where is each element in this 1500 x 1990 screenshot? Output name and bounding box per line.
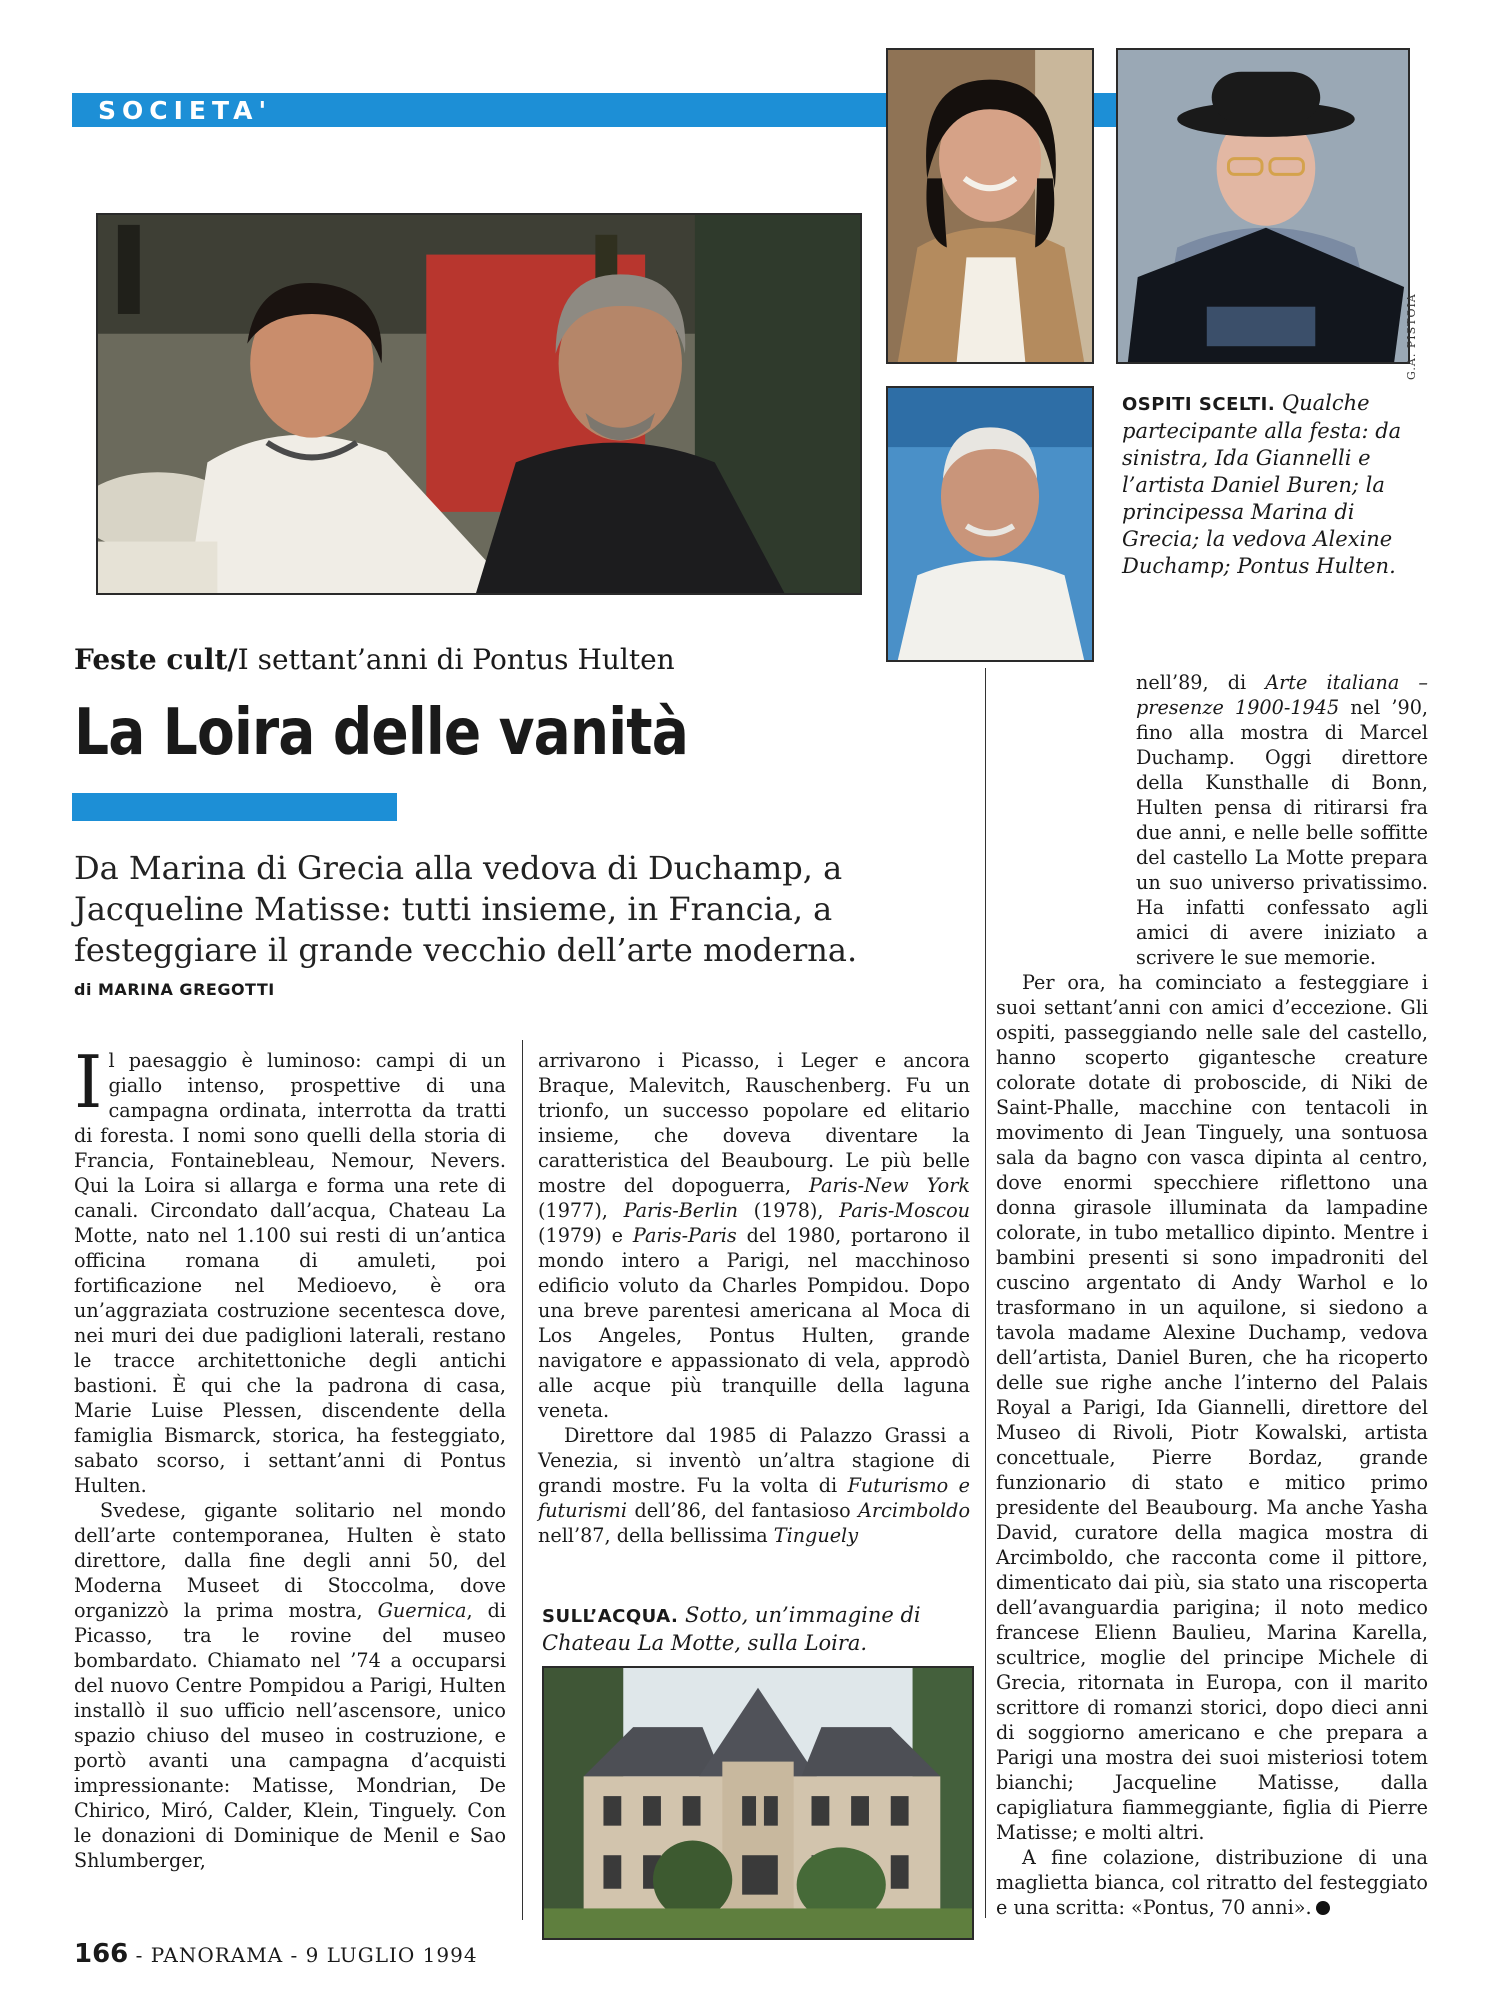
paragraph-text: , di Picasso, tra le rovine del museo bombardato. Chiamato nel ’74 a occuparsi del nuovo Centre Pompidou a Parigi, Hulten installò il suo ufficio nell’ascensore, unico spazio chiuso del museo in costruzione, e portò avanti una campagna d’acquisti impressionante: Matisse, Mondrian, De Chirico, Miró, Calder, Klein, Tinguely. Con le donazioni di Dominique de Menil e Sao Shlumberger, xyxy=(74,1599,506,1872)
column-rule-2 xyxy=(985,668,986,1918)
caption-castle-lead: SULL’ACQUA. xyxy=(542,1606,679,1627)
column-rule-1 xyxy=(522,1040,523,1920)
headline-title: La Loira delle vanità xyxy=(74,696,688,770)
paragraph-text: nell’89, di xyxy=(1136,671,1266,694)
photo-pontus-hulten xyxy=(886,386,1094,662)
paragraph-text: (1977), xyxy=(538,1199,624,1222)
drop-cap: I xyxy=(74,1040,103,1124)
footer-text: - PANORAMA - 9 LUGLIO 1994 xyxy=(128,1943,478,1967)
paragraph xyxy=(538,1048,970,1423)
paragraph xyxy=(996,670,1428,970)
title-accent-bar xyxy=(72,793,397,821)
body-column-1 xyxy=(74,1040,506,1873)
kicker xyxy=(74,643,675,676)
body-column-3 xyxy=(996,670,1428,1920)
kicker-rest: I settant’anni di Pontus Hulten xyxy=(237,643,675,676)
italic-title: Paris-New York xyxy=(809,1174,970,1197)
paragraph-text: l paesaggio è luminoso: campi di un giallo intenso, prospettive di una campagna ordinata, interrotta da tratti di foresta. I nomi sono quelli della storia di Francia, Fontainebleau, Nemour, Nevers. Qui la Loira si allarga e forma una rete di canali. Circondato dall’acqua, Chateau La Motte, nato nel 1.100 sui resti di un’antica officina romana di amuleti, poi fortificazione nel Medioevo, è ora un’aggraziata costruzione secentesca dove, nei muri dei due padiglioni laterali, restano le tracce architettoniche degli antichi bastioni. È qui che la padrona di casa, Marie Luise Plessen, discendente della famiglia Bismarck, storica, ha festeggiato, sabato scorso, i settant’anni di Pontus Hulten. xyxy=(74,1049,506,1497)
photo-alexine-duchamp xyxy=(1116,48,1410,364)
photo-giannelli-buren xyxy=(96,213,862,595)
paragraph-text: (1979) e xyxy=(538,1224,633,1247)
headline-deck: Da Marina di Grecia alla vedova di Duchamp, a Jacqueline Matisse: tutti insieme, in Francia, a festeggiare il grande vecchio dell’arte moderna. xyxy=(74,849,858,969)
photo-marina-di-grecia xyxy=(886,48,1094,364)
paragraph-text: A fine colazione, distribuzione di una maglietta bianca, col ritratto del festeggiato e una scritta: «Pontus, 70 anni». xyxy=(996,1846,1428,1919)
paragraph-text: dell’86, del fantasioso xyxy=(627,1499,859,1522)
page-footer xyxy=(74,1939,478,1969)
paragraph-text: Direttore dal 1985 di Palazzo Grassi a Venezia, si inventò un’altra stagione di grandi mostre. Fu la volta di xyxy=(538,1424,970,1497)
body-column-2 xyxy=(538,1048,970,1548)
section-label: SOCIETA' xyxy=(98,96,273,125)
italic-title: Tinguely xyxy=(773,1524,859,1547)
kicker-bold: Feste cult/ xyxy=(74,643,238,676)
caption-castle-text: Sotto, un’immagine di Chateau La Motte, sulla Loira. xyxy=(542,1603,921,1655)
paragraph-text: nell’87, della bellissima xyxy=(538,1524,774,1547)
photo-credit: G.A. PISTOIA xyxy=(1405,293,1418,380)
paragraph-text: nel ’90, fino alla mostra di Marcel Duchamp. Oggi direttore della Kunsthalle di Bonn, Hulten pensa di ritirarsi fra due anni, e nelle belle soffitte del castello La Motte prepara un suo universo privatissimo. Ha infatti confessato agli amici di avere iniziato a scrivere le sue memorie. xyxy=(1136,696,1428,969)
paragraph-text: del 1980, portarono il mondo intero a Parigi, nel macchinoso edificio voluto da Charles Pompidou. Dopo una breve parentesi americana al Moca di Los Angeles, Pontus Hulten, grande navigatore e appassionato di vela, approdò alle acque più tranquille della laguna veneta. xyxy=(538,1224,970,1422)
paragraph xyxy=(996,1845,1428,1920)
end-mark-icon xyxy=(1316,1901,1330,1915)
page-number: 166 xyxy=(74,1939,129,1969)
italic-title: Paris-Moscou xyxy=(839,1199,970,1222)
caption-guests xyxy=(1122,390,1422,580)
caption-castle xyxy=(542,1602,974,1657)
caption-guests-text: Qualche partecipante alla festa: da sinistra, Ida Giannelli e l’artista Daniel Buren; la principessa Marina di Grecia; la vedova Alexine Duchamp; Pontus Hulten. xyxy=(1122,391,1402,578)
paragraph xyxy=(74,1040,506,1498)
paragraph: Per ora, ha cominciato a festeggiare i suoi settant’anni con amici d’eccezione. Gli ospiti, passeggiando nelle sale del castello, hanno scoperto gigantesche creature colorate dotate di proboscide, di Niki de Saint-Phalle, macchine con tentacoli in movimento di Jean Tinguely, una sontuosa sala da bagno con vasca dipinta al centro, dove enormi specchiere riflettono una donna girasole illuminata da lampadine colorate, in tubo metallico dipinto. Mentre i bambini presenti si sono impadroniti del cuscino argentato di Andy Warhol e lo trasformano in un aquilone, si siedono a tavola madame Alexine Duchamp, vedova dell’artista, Daniel Buren, che ha ricoperto delle sue righe anche l’interno del Palais Royal a Parigi, Ida Giannelli, direttore del Museo di Rivoli, Piotr Kowalski, artista concettuale, Pierre Bordaz, grande funzionario di stato e mitico primo presidente del Beaubourg. Ma anche Yasha David, curatore della magica mostra di Arcimboldo, che racconta come il pittore, dimenticato dai più, sia stato una riscoperta dell’avanguardia parigina; il noto medico francese Elienn Baulieu, Marina Karella, scultrice, moglie del principe Michele di Grecia, ritornata in Europa, con il marito scrittore di romanzi storici, dopo dieci anni di soggiorno americano e che prepara a Parigi una mostra dei suoi misteriosi totem bianchi; Jacqueline Matisse, dalla capigliatura fiammeggiante, figlia di Pierre Matisse; e molti altri. xyxy=(996,971,1428,1844)
italic-title: Guernica xyxy=(377,1599,467,1622)
italic-title: Paris-Paris xyxy=(632,1224,737,1247)
italic-title: Futurismo e futurismi xyxy=(538,1474,970,1522)
caption-guests-lead: OSPITI SCELTI. xyxy=(1122,394,1276,415)
paragraph-text: arrivarono i Picasso, i Leger e ancora Braque, Malevitch, Rauschenberg. Fu un trionfo, un successo popolare ed elitario insieme, che doveva diventare la caratteristica del Beaubourg. Le più belle mostre del dopoguerra, xyxy=(538,1049,970,1197)
paragraph-text: Svedese, gigante solitario nel mondo dell’arte contemporanea, Hulten è stato direttore, dalla fine degli anni 50, del Moderna Museet di Stoccolma, dove organizzò la prima mostra, xyxy=(74,1499,506,1622)
paragraph xyxy=(538,1423,970,1548)
photo-chateau-la-motte xyxy=(542,1666,974,1940)
paragraph-text: (1978), xyxy=(737,1199,840,1222)
paragraph xyxy=(74,1498,506,1873)
italic-title: Arte italiana – presenze 1900-1945 xyxy=(1136,671,1428,719)
italic-title: Arcimboldo xyxy=(858,1499,970,1522)
byline: di MARINA GREGOTTI xyxy=(74,980,275,999)
italic-title: Paris-Berlin xyxy=(623,1199,738,1222)
